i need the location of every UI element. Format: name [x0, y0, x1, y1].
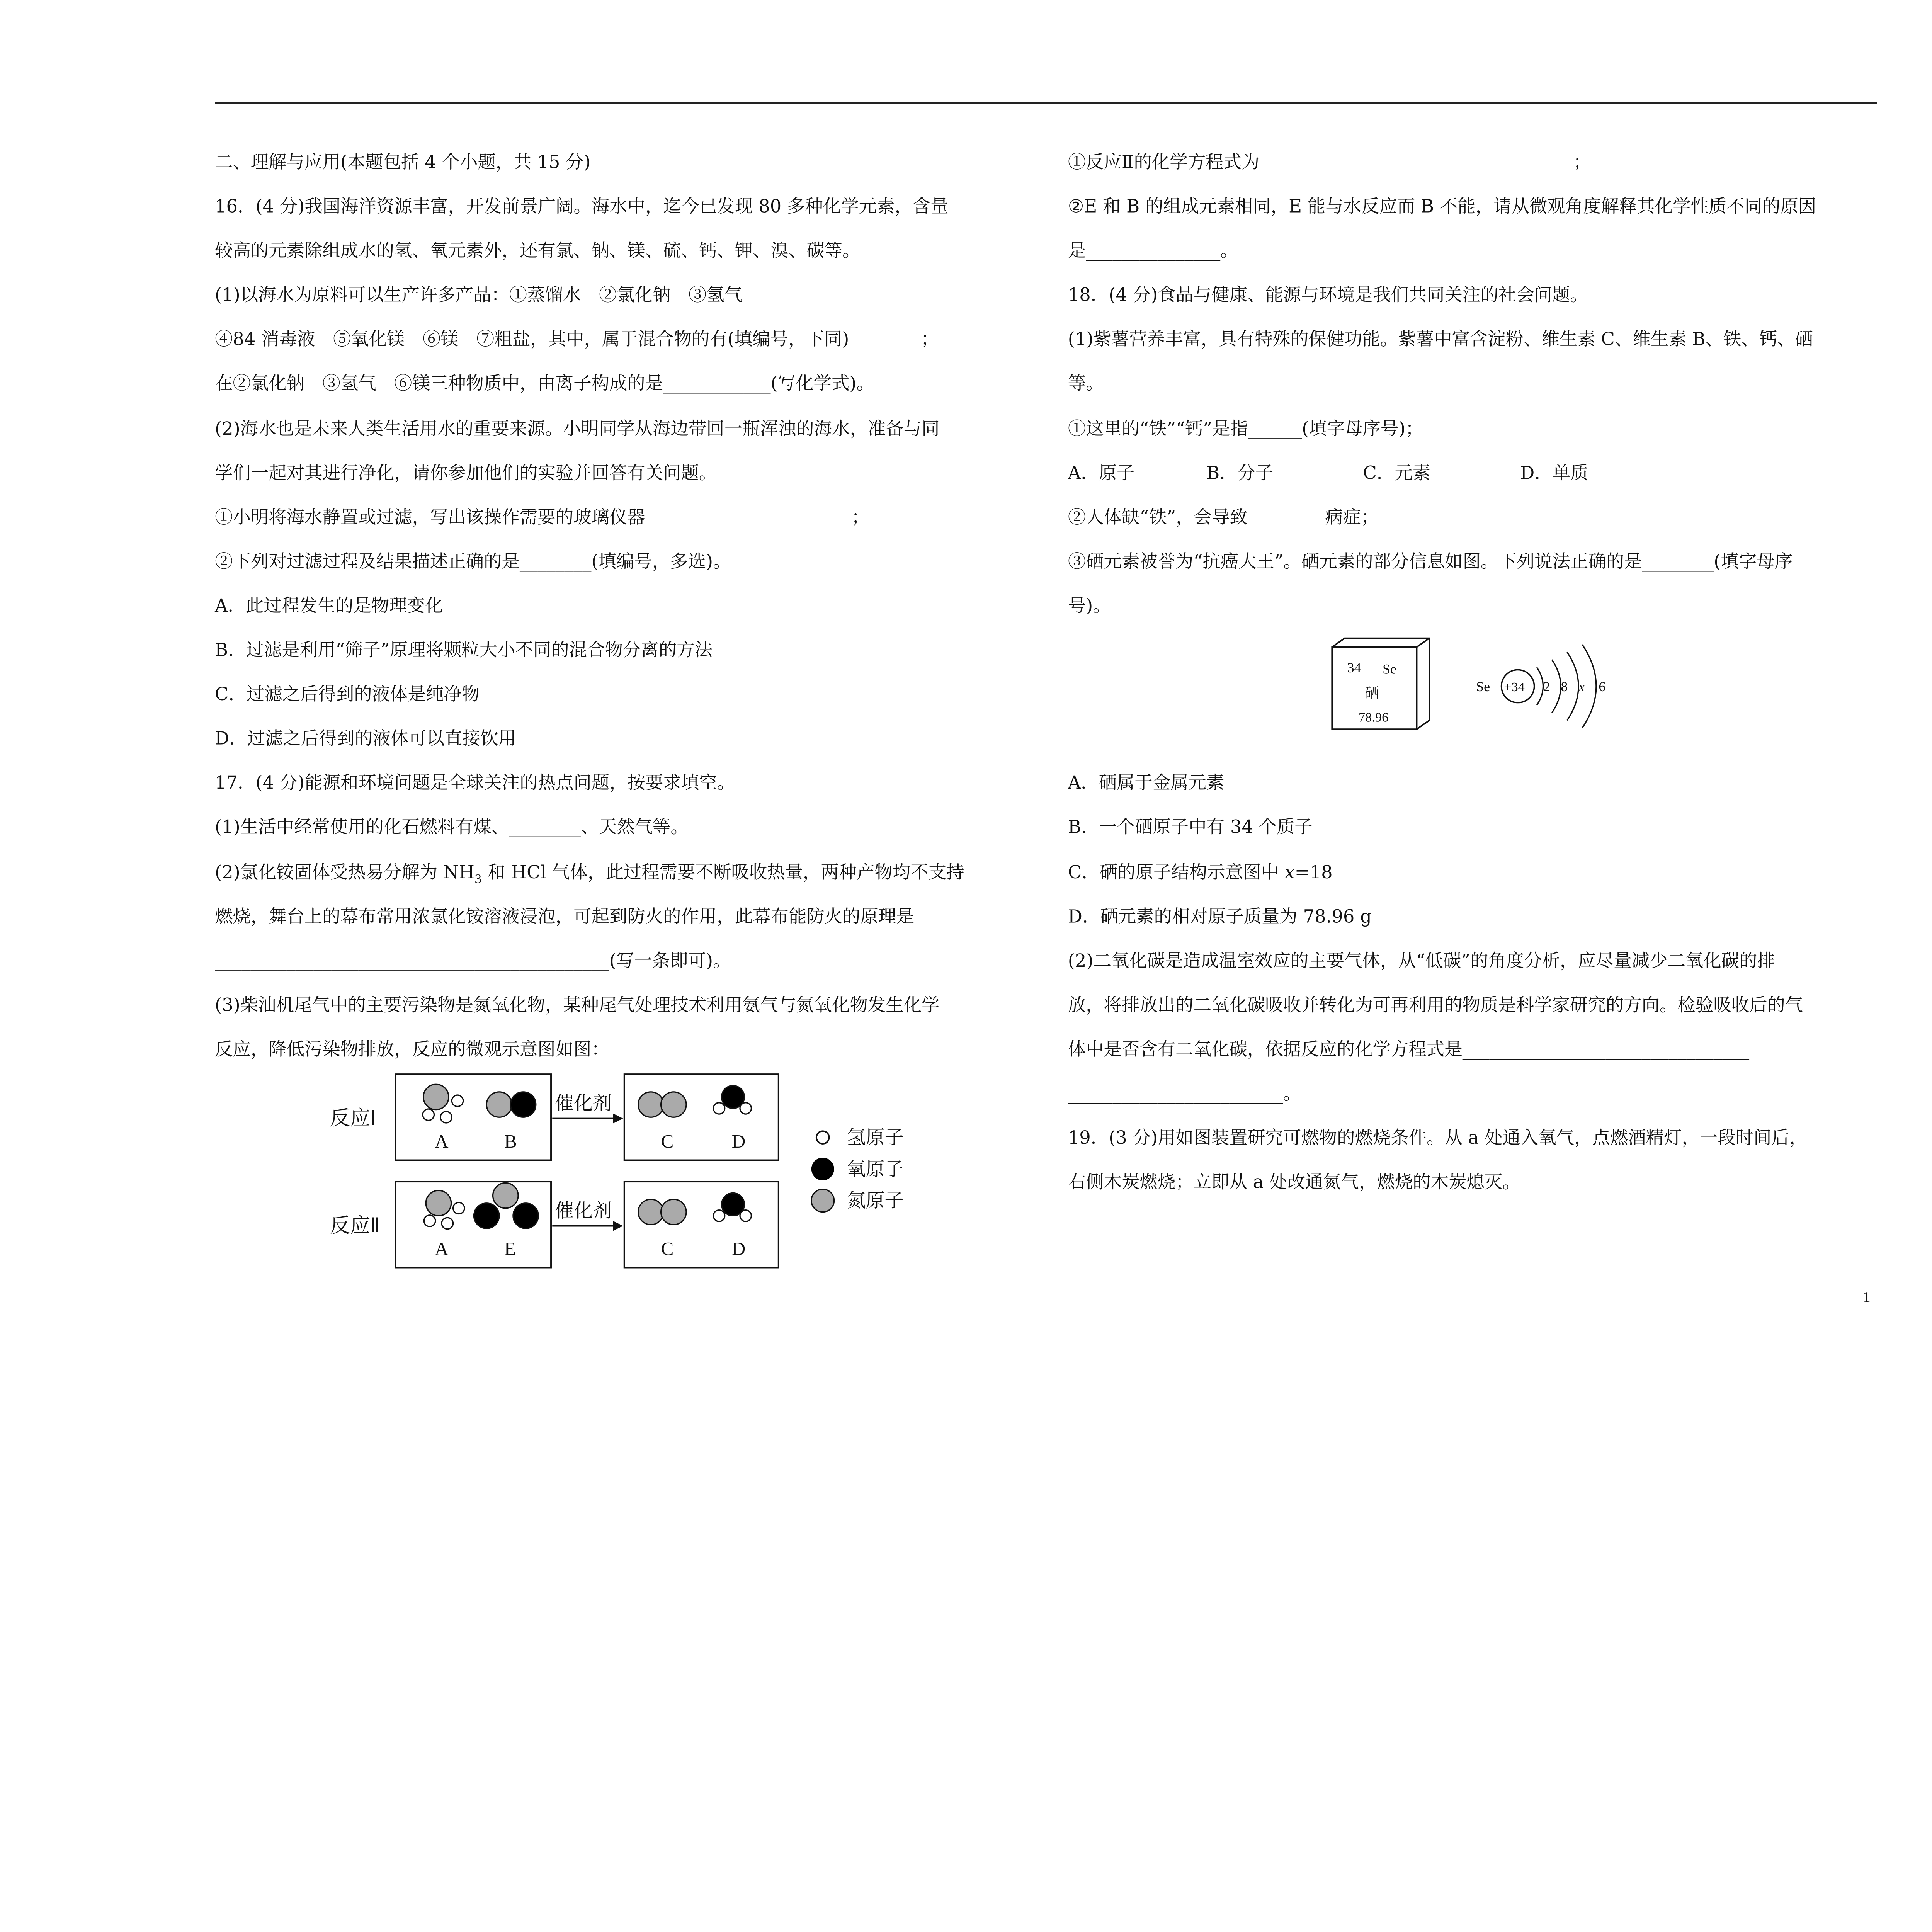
q18-option-a: A．硒属于金属元素 [1068, 774, 1225, 794]
reaction-diagram [316, 1068, 923, 1277]
q16-line: ④84 消毒液 ⑤氧化镁 ⑥镁 ⑦粗盐，其中，属于混合物的有(填编号，下同)________； [215, 330, 939, 351]
shell-3-electrons: x [1578, 679, 1585, 695]
section-heading: 二、理解与应用(本题包括 4 个小题，共 15 分) [215, 153, 591, 173]
q18-line: 体中是否含有二氧化碳，依据反应的化学方程式是________________________________ [1068, 1040, 1750, 1060]
element-name: 硒 [1365, 685, 1379, 701]
label-b: B [504, 1130, 517, 1152]
nuclear-charge: +34 [1504, 680, 1525, 695]
reactants-box-1 [396, 1074, 551, 1160]
label-a: A [435, 1238, 449, 1259]
catalyst-label: 催化剂 [554, 1092, 612, 1114]
q16-option-b: B．过滤是利用“筛子”原理将颗粒大小不同的混合物分离的方法 [215, 641, 713, 661]
reaction-1-label: 反应Ⅰ [330, 1107, 376, 1129]
element-symbol: Se [1383, 661, 1397, 677]
q18-line: 等。 [1068, 374, 1104, 395]
q17-line: ②E 和 B 的组成元素相同，E 能与水反应而 B 不能，请从微观角度解释其化学性质不同的原因 [1068, 197, 1816, 218]
atom-symbol: Se [1476, 679, 1490, 695]
q18-line: 号)。 [1068, 596, 1111, 617]
ammonia-molecule-icon [424, 1190, 464, 1229]
q16-line: 较高的元素除组成水的氢、氧元素外，还有氯、钠、镁、硫、钙、钾、溴、碳等。 [215, 242, 861, 262]
shell-1-electrons: 2 [1543, 679, 1550, 695]
legend-hydrogen: 氢原子 [847, 1126, 904, 1148]
catalyst-label: 催化剂 [554, 1200, 612, 1221]
q18-option-d: D．硒元素的相对原子质量为 78.96 g [1068, 907, 1372, 927]
q17-line: 反应，降低污染物排放，反应的微观示意图如图： [215, 1040, 609, 1060]
q16-option-d: D．过滤之后得到的液体可以直接饮用 [215, 729, 516, 750]
q17-line: 是_______________。 [1068, 242, 1238, 262]
q18-option-c [1068, 851, 1877, 896]
q18-line: ________________________。 [1068, 1084, 1301, 1105]
oxygen-atom-icon [811, 1158, 834, 1180]
ammonia-molecule-icon [423, 1084, 463, 1123]
q18-line: (2)二氧化碳是造成温室效应的主要气体，从“低碳”的角度分析，应尽量减少二氧化碳的排 [1068, 951, 1775, 972]
q17-line: 燃烧，舞台上的幕布常用浓氯化铵溶液浸泡，可起到防火的作用，此幕布能防火的原理是 [215, 907, 914, 927]
q16-line: 学们一起对其进行净化，请你参加他们的实验并回答有关问题。 [215, 463, 717, 484]
water-molecule-icon [713, 1086, 751, 1114]
q16-line: 16．(4 分)我国海洋资源丰富，开发前景广阔。海水中，迄今已发现 80 多种化学元素，含量 [215, 197, 949, 218]
q18-line: 放，将排放出的二氧化碳吸收并转化为可再利用的物质是科学家研究的方向。检验吸收后的气 [1068, 995, 1803, 1016]
q18-line: ③硒元素被誉为“抗癌大王”。硒元素的部分信息如图。下列说法正确的是________(填字母序 [1068, 552, 1793, 573]
variable-x: x [1284, 862, 1295, 883]
header-rule [215, 102, 1877, 104]
subscript: 3 [474, 874, 482, 886]
q16-line: (1)以海水为原料可以生产许多产品：①蒸馏水 ②氯化钠 ③氢气 [215, 286, 743, 306]
legend-oxygen: 氧原子 [847, 1158, 904, 1180]
nitrogen-atom-icon [811, 1189, 834, 1212]
shell-2-electrons: 8 [1561, 679, 1568, 695]
q16-line: 在②氯化钠 ③氢气 ⑥镁三种物质中，由离子构成的是____________(写化学式)。 [215, 374, 874, 395]
q17-line-nh3 [215, 851, 1030, 896]
label-e: E [504, 1238, 516, 1259]
q18-options: A．原子 B．分子 C．元素 D．单质 [1068, 463, 1588, 484]
q17-line: ①反应Ⅱ的化学方程式为___________________________________； [1068, 153, 1591, 173]
nitrogen-dioxide-molecule-icon [474, 1183, 539, 1228]
atomic-mass: 78.96 [1359, 710, 1389, 725]
atomic-number: 34 [1347, 660, 1361, 676]
q17-line: ____________________________________________(写一条即可)。 [215, 951, 731, 972]
reaction-2-label: 反应Ⅱ [330, 1214, 381, 1237]
q19-heading: 19．(3 分)用如图装置研究可燃物的燃烧条件。从 a 处通入氧气，点燃酒精灯，一段时间后， [1068, 1128, 1808, 1149]
q17-text: 和 HCl 气体，此过程需要不断吸收热量，两种产物均不支持 [481, 862, 964, 883]
q18-line: (1)紫薯营养丰富，具有特殊的保健功能。紫薯中富含淀粉、维生素 C、维生素 B、铁、钙、硒 [1068, 330, 1813, 351]
q18-line: ①这里的“铁”“钙”是指______(填字母序号)； [1068, 419, 1423, 439]
label-d: D [731, 1130, 746, 1152]
q16-line: ②下列对过滤过程及结果描述正确的是________(填编号，多选)。 [215, 552, 731, 573]
q17-heading: 17．(4 分)能源和环境问题是全球关注的热点问题，按要求填空。 [215, 774, 735, 794]
q16-option-a: A．此过程发生的是物理变化 [215, 596, 443, 617]
q18-line: ②人体缺“铁”，会导致________ 病症； [1068, 508, 1379, 528]
shell-4-electrons: 6 [1599, 679, 1606, 695]
q17-line: (3)柴油机尾气中的主要污染物是氮氧化物，某种尾气处理技术利用氨气与氮氧化物发生化学 [215, 995, 940, 1016]
arrow-icon [613, 1113, 623, 1123]
label-a: A [435, 1130, 449, 1152]
selenium-figure [1321, 632, 1624, 739]
page-number: 1 [1863, 1287, 1871, 1306]
q17-text: (2)氯化铵固体受热易分解为 NH [215, 862, 475, 883]
q19-line: 右侧木炭燃烧；立即从 a 处改通氮气，燃烧的木炭熄灭。 [1068, 1173, 1520, 1194]
q16-line: ①小明将海水静置或过滤，写出该操作需要的玻璃仪器_______________________； [215, 508, 869, 528]
arrow-icon [613, 1221, 623, 1231]
left-column [215, 141, 1030, 1073]
nitrogen-molecule-icon [638, 1199, 686, 1225]
option-text: =18 [1294, 862, 1333, 883]
legend-nitrogen: 氮原子 [847, 1190, 904, 1211]
label-d: D [731, 1238, 746, 1259]
water-molecule-icon [713, 1193, 751, 1222]
q18-option-b: B．一个硒原子中有 34 个质子 [1068, 818, 1313, 838]
q18-heading: 18．(4 分)食品与健康、能源与环境是我们共同关注的社会问题。 [1068, 286, 1588, 306]
option-text: C．硒的原子结构示意图中 [1068, 862, 1285, 883]
label-c: C [661, 1130, 674, 1152]
hydrogen-atom-icon [816, 1131, 829, 1144]
label-c: C [661, 1238, 674, 1259]
q16-line: (2)海水也是未来人类生活用水的重要来源。小明同学从海边带回一瓶浑浊的海水，准备与同 [215, 419, 940, 439]
nitrogen-molecule-icon [638, 1092, 686, 1117]
q16-option-c: C．过滤之后得到的液体是纯净物 [215, 685, 480, 706]
q17-line: (1)生活中经常使用的化石燃料有煤、________、天然气等。 [215, 818, 689, 838]
nitric-oxide-molecule-icon [486, 1092, 536, 1117]
